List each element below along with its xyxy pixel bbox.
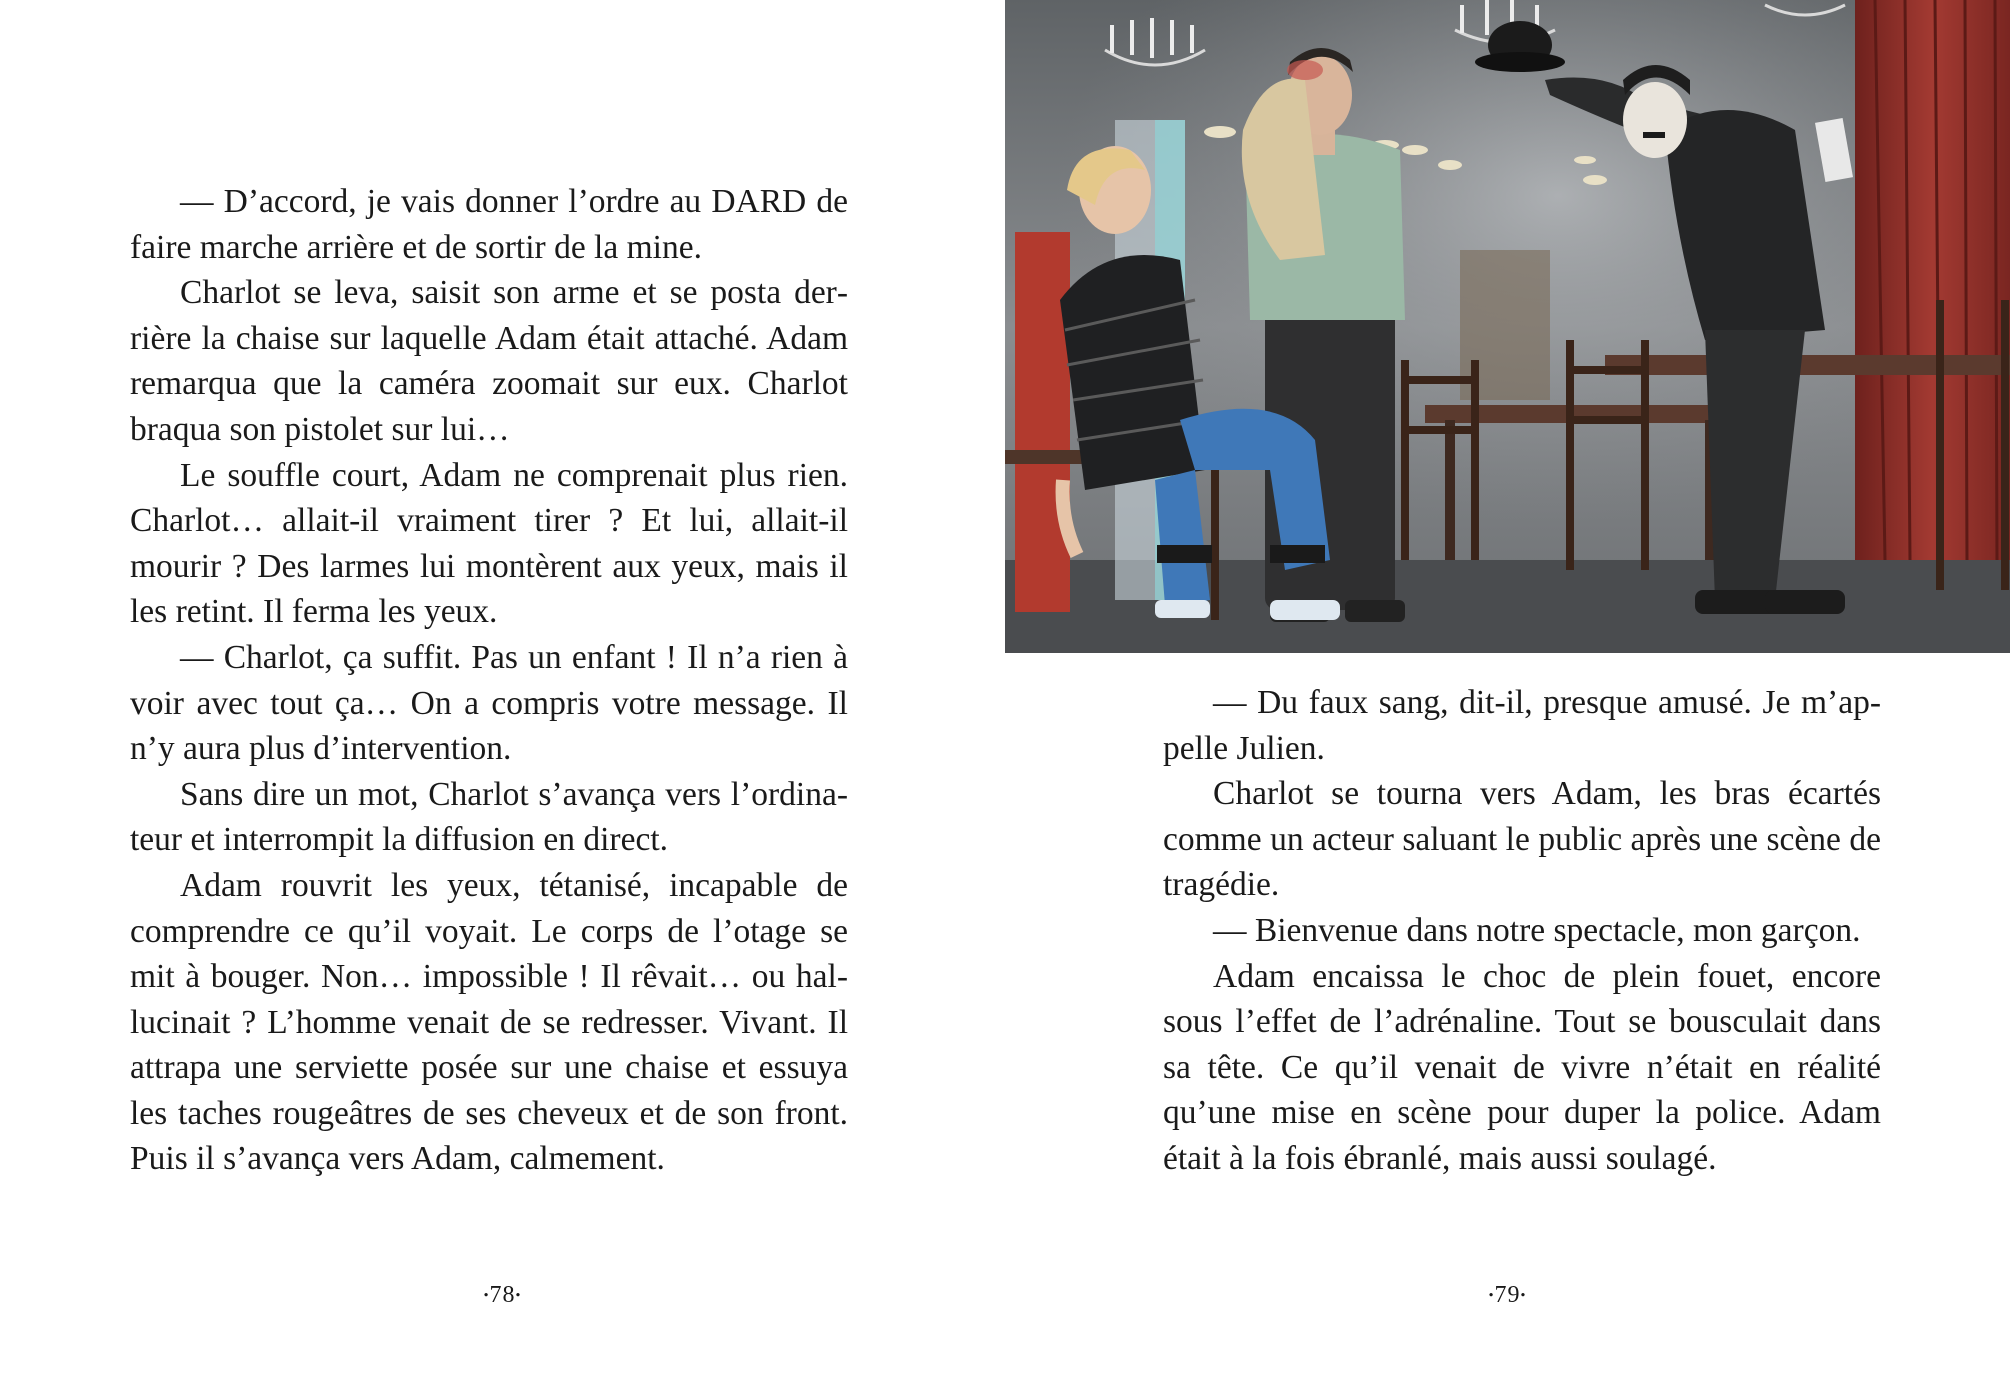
- page-number: [1005, 1282, 2010, 1309]
- paragraph: — Bienvenue dans notre spectacle, mon garçon.: [1213, 911, 1861, 949]
- folio-bullet: •: [1488, 1288, 1495, 1304]
- paragraph: Le souffle court, Adam ne comprenait plus rien. Charlot… allait-il vraiment tirer ? Et lui, allait-il mourir ? Des larmes lui montèrent aux yeux, mais il les retint. Il ferma les yeux.: [130, 456, 848, 631]
- folio-bullet: •: [1520, 1288, 1527, 1304]
- right-page-text: [1163, 680, 1881, 1182]
- right-page: [1005, 0, 2010, 1400]
- paragraph: Sans dire un mot, Charlot s’avança vers l’ordinateur et interrompit la diffusion en direct.: [130, 775, 848, 859]
- folio-bullet: •: [515, 1288, 522, 1304]
- left-page-text: [130, 179, 848, 1182]
- paragraph: — Du faux sang, dit-il, presque amusé. Je m’appelle Julien.: [1163, 684, 1881, 767]
- illustration-drawing: [1005, 0, 2010, 653]
- paragraph: Adam rouvrit les yeux, tétanisé, incapable de comprendre ce qu’il voyait. Le corps de l’otage se mit à bouger. Non… impossible ! Il rêvait… ou hallucinait ? L’homme venait de se redresser. Vivant. Il attrapa une serviette posée sur une chaise et essuya les taches rougeâtres de ses cheveux et de son front. Puis il s’avança vers Adam, calmement.: [130, 866, 848, 1178]
- paragraph: Charlot se leva, saisit son arme et se posta derrière la chaise sur laquelle Adam était attaché. Adam remarqua que la caméra zoomait sur eux. Charlot braqua son pistolet sur lui…: [130, 274, 848, 448]
- page-number-value: 78: [489, 1282, 516, 1308]
- paragraph: Charlot se tourna vers Adam, les bras écartés comme un acteur saluant le public après une scène de tragédie.: [1163, 775, 1881, 904]
- paragraph: Adam encaissa le choc de plein fouet, encore sous l’effet de l’adrénaline. Tout se bousculait dans sa tête. Ce qu’il venait de vivre n’était en réalité qu’une mise en scène pour duper la police. Adam était à la fois ébranlé, mais aussi soulagé.: [1163, 957, 1881, 1177]
- page-number: [0, 1282, 1005, 1309]
- scene-illustration: [1005, 0, 2010, 653]
- paragraph: — Charlot, ça suffit. Pas un enfant ! Il n’a rien à voir avec tout ça… On a compris votre message. Il n’y aura plus d’intervention.: [130, 638, 848, 768]
- paragraph: — D’accord, je vais donner l’ordre au DARD de faire marche arrière et de sortir de la mine.: [130, 183, 848, 266]
- folio-bullet: •: [483, 1288, 490, 1304]
- page-number-value: 79: [1494, 1282, 1521, 1308]
